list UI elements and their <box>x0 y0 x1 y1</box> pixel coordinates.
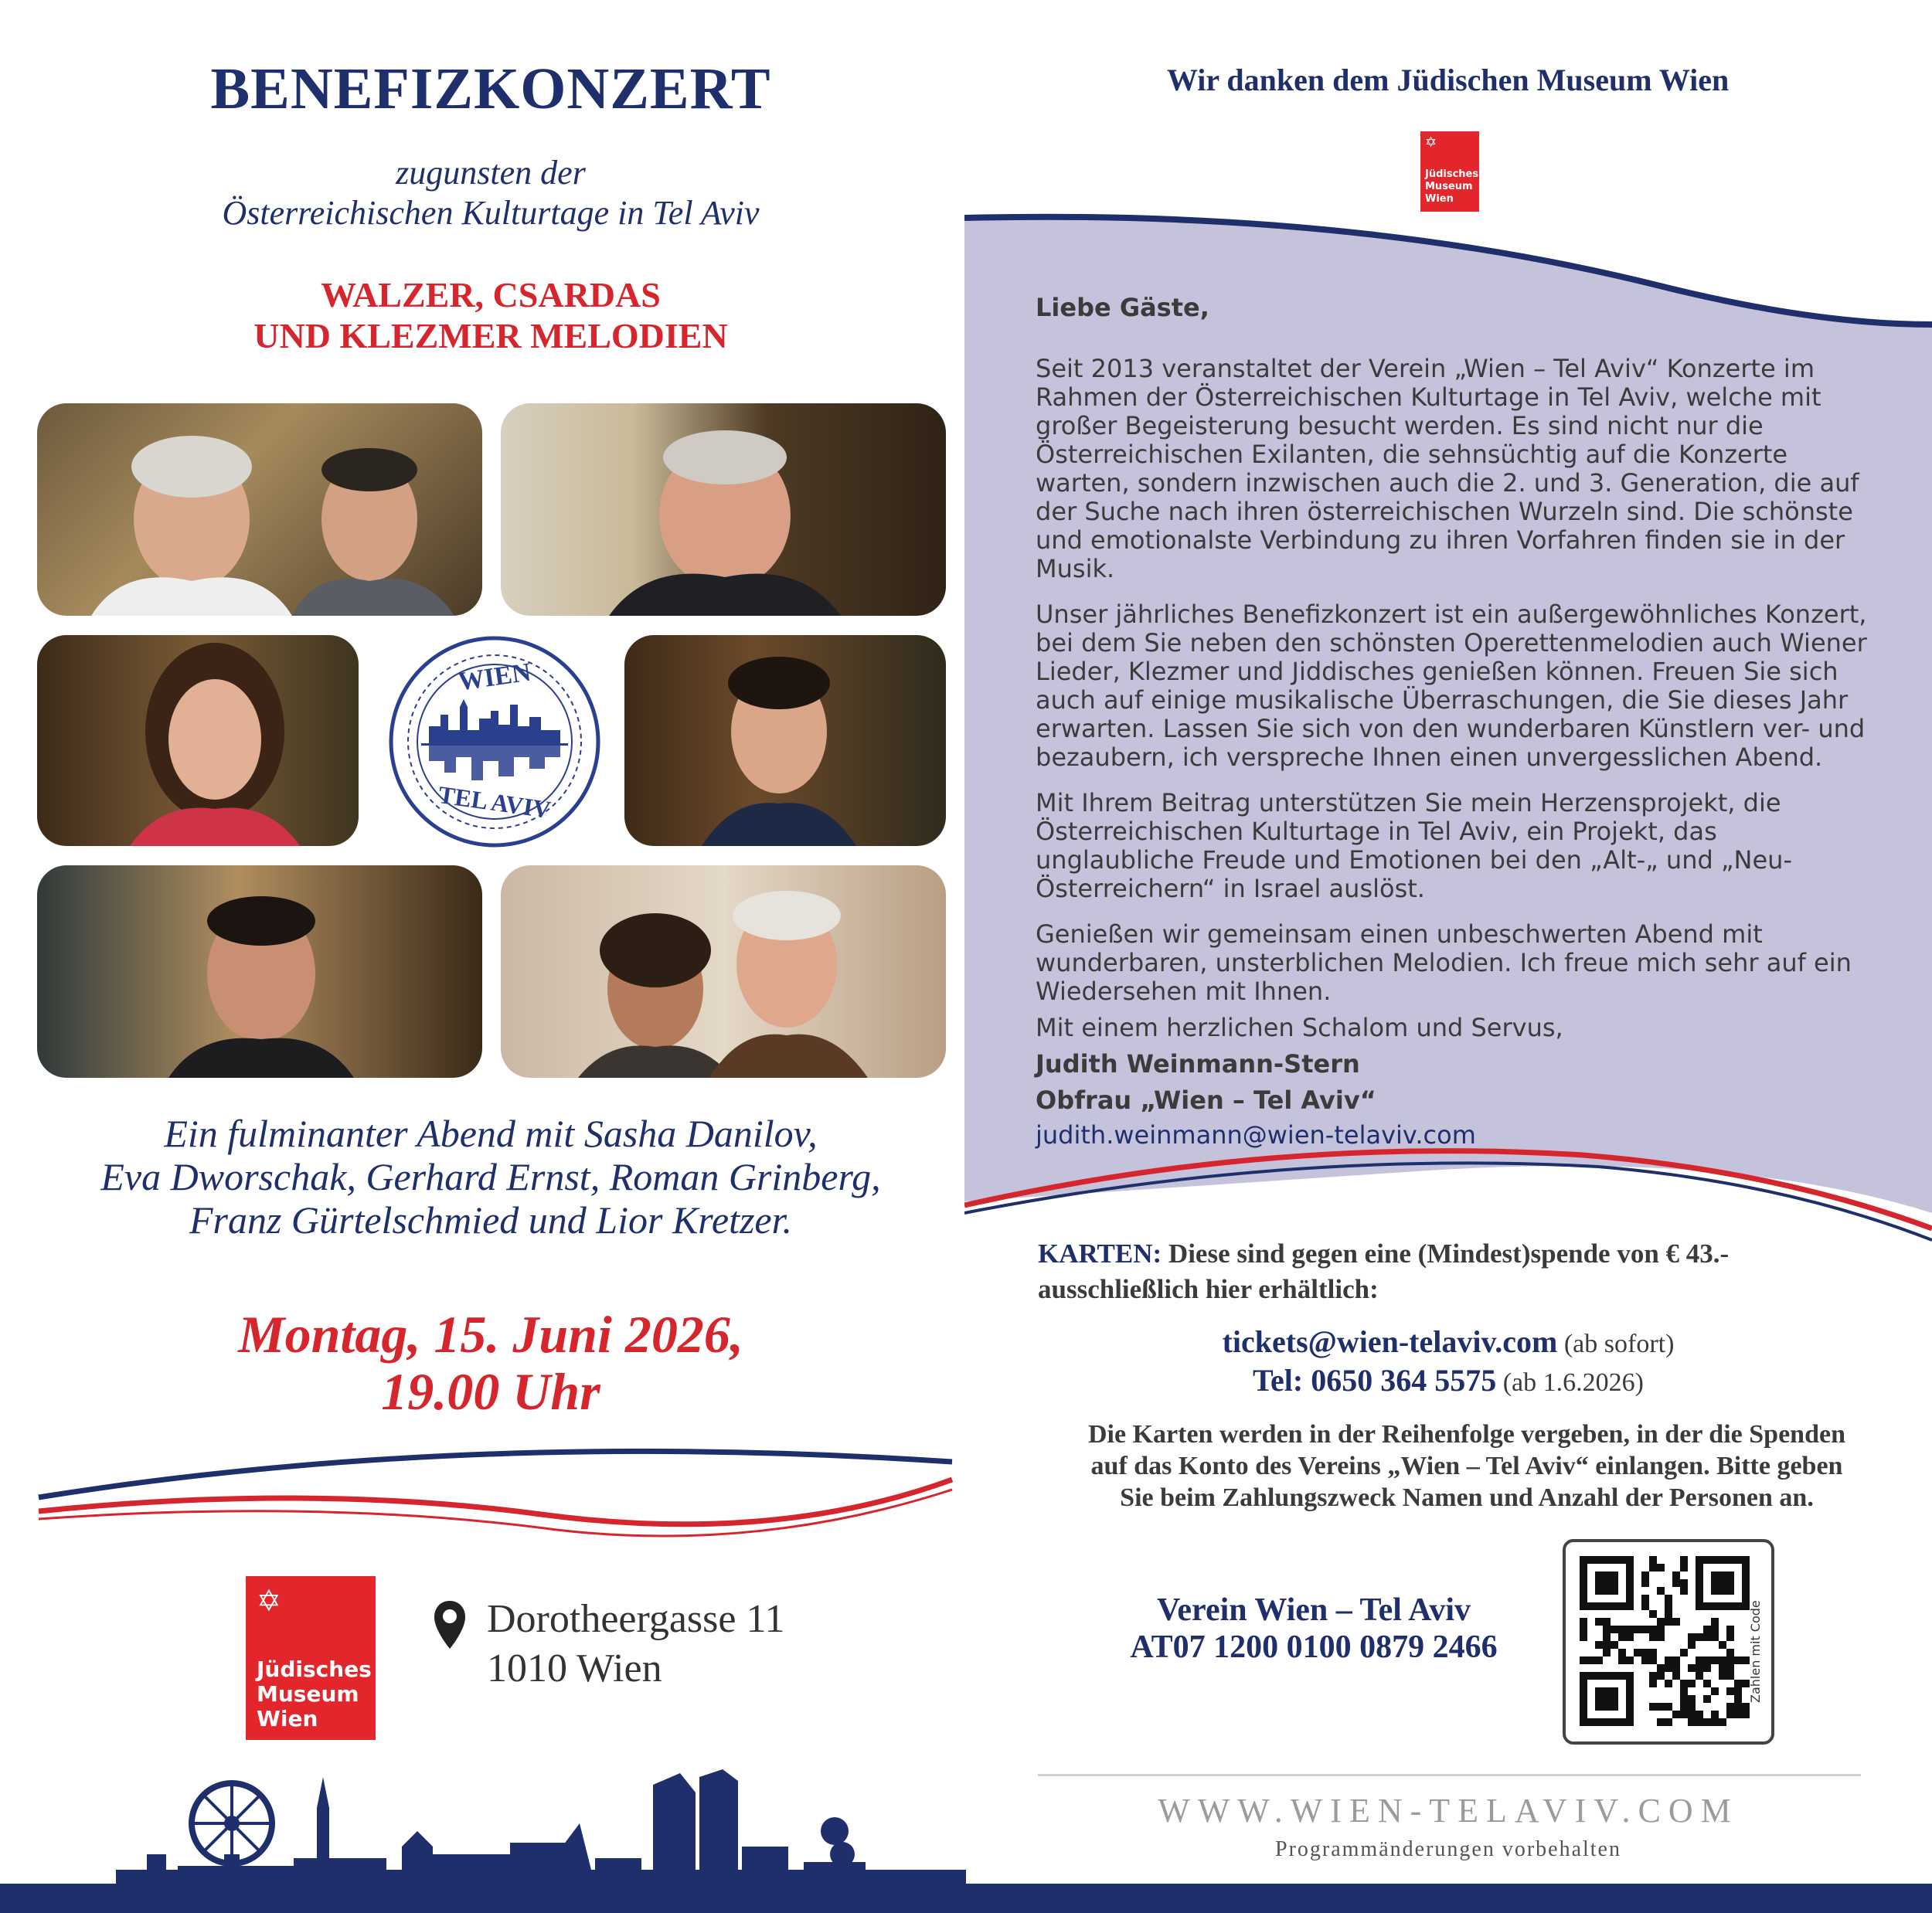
letter-closing: Mit einem herzlichen Schalom und Servus, <box>1036 1013 1563 1042</box>
tickets-email-note: (ab sofort) <box>1557 1330 1675 1358</box>
performers-line3: Franz Gürtelschmied und Lior Kretzer. <box>189 1198 793 1242</box>
city-skyline <box>0 1762 981 1885</box>
letter-paragraph-2: Unser jährliches Benefizkonzert ist ein außergewöhnliches Konzert, bei dem Sie neben den schönsten Operettenmelodien auch Wiener Lieder, Klezmer und Jiddisches genießen können. Freuen Sie sich auch auf einige musikalische Überraschungen, die Sie dieses Jahr erwarten. Lassen Sie sich von den wunderbaren Künstlern ver- und bezaubern, ich verspreche Ihnen einen unvergesslichen Abend. <box>1036 600 1867 772</box>
disclaimer-text: Programmänderungen vorbehalten <box>1275 1837 1621 1861</box>
bank-iban: AT07 1200 0100 0879 2466 <box>1130 1629 1498 1665</box>
order-info <box>964 1419 1932 1514</box>
performers-line1: Ein fulminanter Abend mit Sasha Danilov, <box>164 1112 818 1155</box>
museum-logo-line1: Jüdisches <box>257 1656 372 1682</box>
museum-small-logo-line1: Jüdisches <box>1425 168 1479 180</box>
photo-performers-4 <box>624 635 946 846</box>
website-link[interactable]: WWW.WIEN-TELAVIV.COM <box>1158 1792 1739 1830</box>
tickets-phone-link[interactable]: Tel: 0650 364 5575 <box>1253 1363 1497 1398</box>
signature-name: Judith Weinmann-Stern <box>1036 1049 1360 1079</box>
order-line3: Sie beim Zahlungszweck Namen und Anzahl der Personen an. <box>1120 1483 1814 1512</box>
qr-label: Zahlen mit Code <box>1748 1600 1763 1703</box>
museum-small-logo-line2: Museum <box>1425 181 1473 192</box>
event-title: BENEFIZKONZERT <box>210 56 771 121</box>
program-line2: UND KLEZMER MELODIEN <box>253 316 728 355</box>
tickets-email-row <box>964 1323 1932 1364</box>
tickets-label: KARTEN: <box>1038 1239 1162 1269</box>
letter-paragraph-3: Mit Ihrem Beitrag unterstützen Sie mein Herzensprojekt, die Österreichischen Kulturtage in Tel Aviv, ein Projekt, das unglaubliche Freude und Emotionen bei den „Alt-„ und „Neu-Österreichern“ in Israel auslöst. <box>1036 788 1792 903</box>
tickets-info <box>1038 1236 1903 1307</box>
tickets-phone-note: (ab 1.6.2026) <box>1496 1368 1644 1397</box>
event-date: Montag, 15. Juni 2026, <box>238 1305 743 1364</box>
star-of-david-small-icon: ✡ <box>1425 134 1437 150</box>
letter-paragraph-4: Genießen wir gemeinsam einen unbeschwerten Abend mit wunderbaren, unsterblichen Melodien. Ich freue mich sehr auf ein Wiedersehen mit Ihnen. <box>1036 919 1852 1006</box>
event-time: 19.00 Uhr <box>381 1362 600 1421</box>
address-city: 1010 Wien <box>487 1646 662 1690</box>
event-subtitle-line2: Österreichischen Kulturtage in Tel Aviv <box>222 194 760 232</box>
bank-name: Verein Wien – Tel Aviv <box>1156 1592 1471 1628</box>
wien-tel-aviv-stamp <box>386 634 603 850</box>
tickets-email-link[interactable]: tickets@wien-telaviv.com <box>1222 1324 1558 1359</box>
event-subtitle-line1: zugunsten der <box>396 154 586 192</box>
tickets-line1 <box>1038 1236 1903 1272</box>
bottom-band <box>0 1884 1932 1913</box>
photo-performers-6 <box>501 865 946 1078</box>
performers-line2: Eva Dworschak, Gerhard Ernst, Roman Grinberg, <box>100 1155 881 1198</box>
photo-performers-2 <box>501 403 946 616</box>
museum-small-logo-line3: Wien <box>1425 193 1454 205</box>
footer-divider <box>1038 1774 1861 1776</box>
order-line1: Die Karten werden in der Reihenfolge vergeben, in der die Spenden <box>1088 1420 1845 1449</box>
tickets-text2: ausschließlich hier erhältlich: <box>1038 1274 1379 1304</box>
stamp-bottom-text: TEL AVIV <box>437 780 553 824</box>
thanks-line: Wir danken dem Jüdischen Museum Wien <box>1167 63 1730 97</box>
photo-performers-3 <box>37 635 359 846</box>
photo-performers-1 <box>37 403 482 616</box>
payment-qr-code[interactable] <box>1563 1539 1774 1745</box>
photo-performers-5 <box>37 865 482 1078</box>
qr-code-icon <box>1580 1556 1750 1726</box>
letter-body <box>1036 294 1870 1150</box>
star-of-david-icon: ✡ <box>257 1585 281 1618</box>
tickets-text1: Diese sind gegen eine (Mindest)spende von € 43.- <box>1162 1239 1730 1269</box>
museum-small-logo <box>1420 131 1479 212</box>
letter-greeting: Liebe Gäste, <box>1036 293 1209 322</box>
museum-logo <box>246 1576 376 1740</box>
address-street: Dorotheergasse 11 <box>487 1597 785 1641</box>
signature-title: Obfrau „Wien – Tel Aviv“ <box>1036 1086 1376 1115</box>
museum-logo-line2: Museum <box>257 1681 359 1707</box>
program-line1: WALZER, CSARDAS <box>321 275 661 314</box>
tickets-phone-row <box>964 1361 1932 1402</box>
stamp-top-text: WIEN <box>456 657 533 697</box>
left-wave-divider <box>0 1437 981 1568</box>
order-line2: auf das Konto des Vereins „Wien – Tel Aviv“ einlangen. Bitte geben <box>1090 1452 1843 1480</box>
signature-email-link[interactable]: judith.weinmann@wien-telaviv.com <box>1036 1120 1476 1150</box>
museum-logo-line3: Wien <box>257 1706 318 1731</box>
letter-paragraph-1: Seit 2013 veranstaltet der Verein „Wien – Tel Aviv“ Konzerte im Rahmen der Österreichischen Kulturtage in Tel Aviv, welche mit großer Begeisterung besucht werden. Es sind nicht nur die Österreichischen Exilanten, die sehnsüchtig auf die Konzerte warten, sondern inzwischen auch die 2. und 3. Generation, die auf der Suche nach ihren österreichischen Wurzeln sind. Die schönste und emotionalste Verbindung zu ihren Vorfahren finden sie in der Musik. <box>1036 354 1859 583</box>
location-pin-icon <box>433 1599 467 1650</box>
